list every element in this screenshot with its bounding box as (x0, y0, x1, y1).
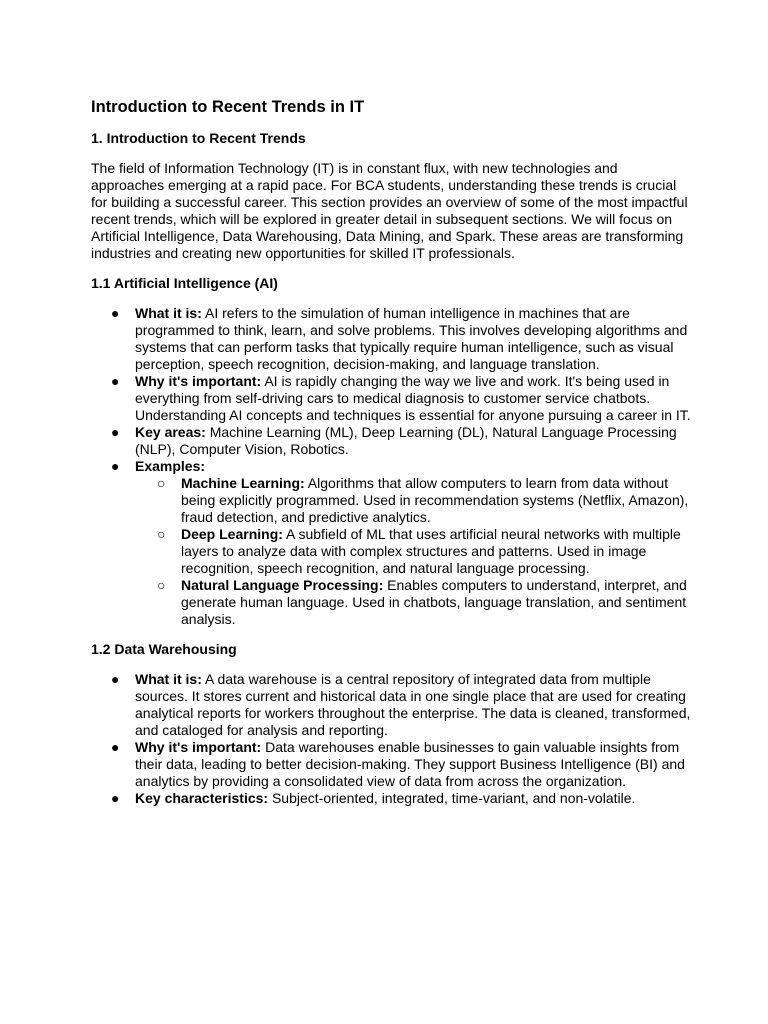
section-heading-ai: 1.1 Artificial Intelligence (AI) (91, 275, 278, 291)
item-text: AI is rapidly changing the way we live and work. It's being used in everything from self-driving cars to medical diagnosis to customer service chatbots. Understanding AI concepts and techniques is essential for anyone pursuing a career in IT. (135, 373, 691, 423)
list-item (91, 790, 691, 807)
item-label: Key characteristics: (135, 790, 269, 806)
list-item (91, 424, 691, 458)
item-label: What it is: (135, 305, 202, 321)
item-text: Machine Learning (ML), Deep Learning (DL), Natural Language Processing (NLP), Computer Vision, Robotics. (135, 424, 677, 457)
sub-list-item (135, 577, 691, 628)
sub-bullet-icon: ○ (157, 526, 166, 542)
sub-list-item (135, 475, 691, 526)
item-label: Why it's important: (135, 739, 262, 755)
example-label: Deep Learning: (181, 526, 283, 542)
examples-sub-list (135, 475, 691, 628)
bullet-icon: ● (111, 671, 120, 687)
list-item (91, 373, 691, 424)
item-text: Data warehouses enable businesses to gain valuable insights from their data, leading to better decision-making. They support Business Intelligence (BI) and analytics by providing a consolidated view of data from across the organization. (135, 739, 685, 789)
bullet-icon: ● (111, 305, 120, 321)
document-title: Introduction to Recent Trends in IT (91, 98, 365, 116)
item-label: Examples: (135, 458, 206, 474)
example-text: Algorithms that allow computers to learn from data without being explicitly programmed. Used in recommendation systems (Netflix, Amazon), fraud detection, and predictive analytics. (181, 475, 689, 525)
bullet-icon: ● (111, 739, 120, 755)
bullet-icon: ● (111, 424, 120, 440)
bullet-icon: ● (111, 458, 120, 474)
item-text: Subject-oriented, integrated, time-variant, and non-volatile. (268, 790, 636, 806)
sub-bullet-icon: ○ (157, 475, 166, 491)
sub-list-item (135, 526, 691, 577)
sub-bullet-icon: ○ (157, 577, 166, 593)
list-item (91, 739, 691, 790)
item-label: Why it's important: (135, 373, 262, 389)
bullet-icon: ● (111, 790, 120, 806)
list-item (91, 458, 691, 628)
example-label: Machine Learning: (181, 475, 305, 491)
ai-bullet-list (91, 305, 691, 628)
item-label: Key areas: (135, 424, 206, 440)
section-heading-intro: 1. Introduction to Recent Trends (91, 130, 306, 146)
item-text: A data warehouse is a central repository of integrated data from multiple sources. It stores current and historical data in one single place that are used for creating analytical reports for workers throughout the enterprise. The data is cleaned, transformed, and cataloged for analysis and reporting. (135, 671, 691, 738)
example-text: Enables computers to understand, interpret, and generate human language. Used in chatbots, language translation, and sentiment analysis. (181, 577, 687, 627)
section-heading-data-warehousing: 1.2 Data Warehousing (91, 641, 237, 657)
item-label: What it is: (135, 671, 202, 687)
list-item (91, 671, 691, 739)
intro-paragraph: The field of Information Technology (IT) is in constant flux, with new technologies and approaches emerging at a rapid pace. For BCA students, understanding these trends is crucial for building a successful career. This section provides an overview of some of the most impactful recent trends, which will be explored in greater detail in subsequent sections. We will focus on Artificial Intelligence, Data Warehousing, Data Mining, and Spark. These areas are transforming industries and creating new opportunities for skilled IT professionals. (91, 160, 688, 261)
item-text: AI refers to the simulation of human intelligence in machines that are programmed to think, learn, and solve problems. This involves developing algorithms and systems that can perform tasks that typically require human intelligence, such as visual perception, speech recognition, decision-making, and language translation. (135, 305, 688, 372)
document-page (91, 96, 691, 819)
bullet-icon: ● (111, 373, 120, 389)
example-label: Natural Language Processing: (181, 577, 384, 593)
dw-bullet-list (91, 671, 691, 807)
example-text: A subfield of ML that uses artificial neural networks with multiple layers to analyze data with complex structures and patterns. Used in image recognition, speech recognition, and natural language processing. (181, 526, 681, 576)
list-item (91, 305, 691, 373)
